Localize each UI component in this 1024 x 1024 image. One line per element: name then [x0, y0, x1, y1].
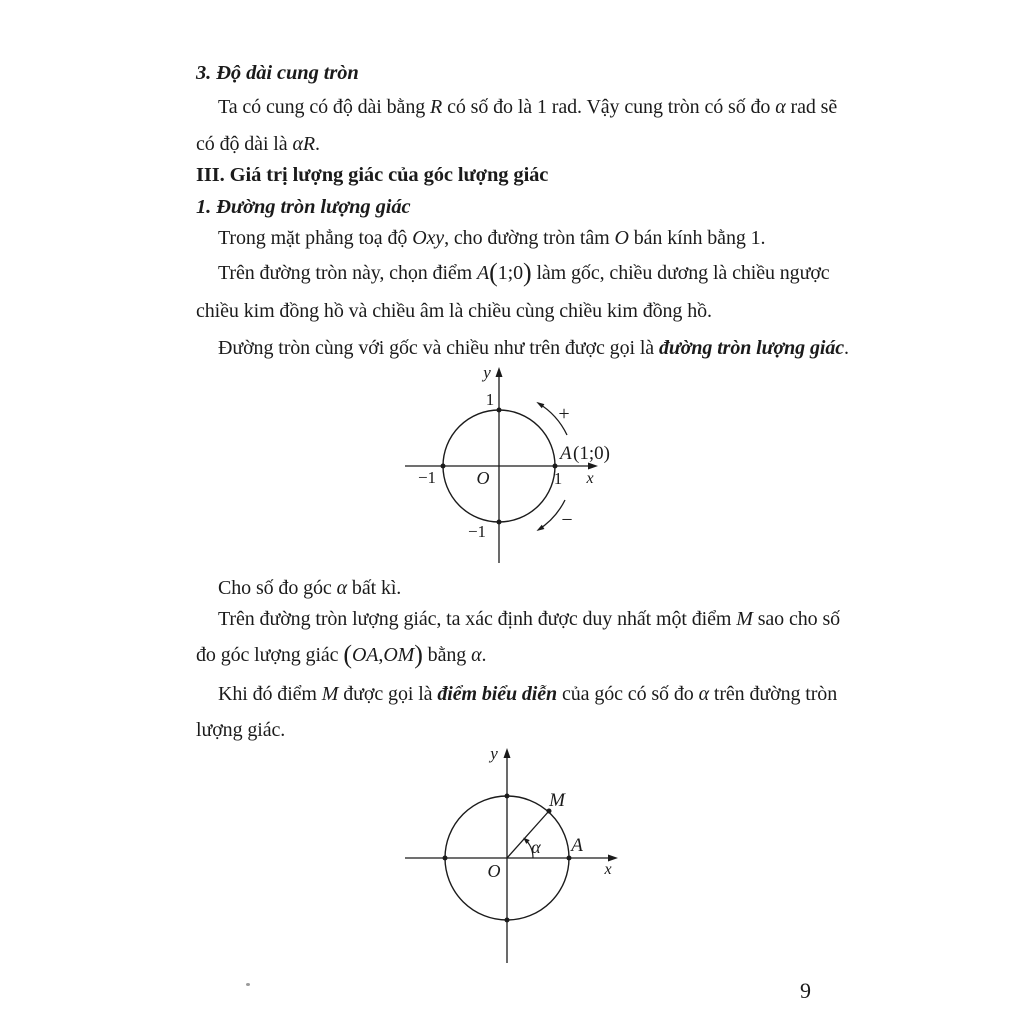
point-top-dot: [497, 408, 502, 413]
para-representation-line-2: lượng giác.: [196, 719, 286, 741]
point-a-dot: [553, 464, 558, 469]
y-axis-arrowhead-icon: [496, 367, 503, 377]
label-point-a: A: [571, 835, 583, 856]
para-m-line-1: Trên đường tròn lượng giác, ta xác định được duy nhất một điểm M sao cho số: [218, 608, 841, 630]
unit-circle-diagram-oriented: [395, 363, 625, 578]
para-named-circle: Đường tròn cùng với gốc và chiều như trên được gọi là đường tròn lượng giác.: [218, 337, 849, 359]
label-origin: O: [476, 468, 490, 488]
label-point-m: M: [549, 790, 565, 811]
para-m-line-2: đo góc lượng giác (OA,OM) bằng α.: [196, 640, 487, 669]
label-alpha: α: [531, 837, 541, 857]
label-plus-direction: +: [558, 403, 570, 425]
scan-speck: [246, 983, 250, 986]
label-y-axis: y: [483, 363, 491, 382]
heading-section-iii: III. Giá trị lượng giác của góc lượng giác: [196, 164, 549, 186]
point-top-dot: [505, 794, 510, 799]
para-plane: Trong mặt phẳng toạ độ Oxy, cho đường tròn tâm O bán kính bằng 1.: [218, 227, 766, 249]
para-representation-line-1: Khi đó điểm M được gọi là điểm biểu diễn của góc có số đo α trên đường tròn: [218, 683, 838, 705]
page-number: 9: [800, 978, 811, 1003]
para-origin-line-2: chiều kim đồng hồ và chiều âm là chiều cùng chiều kim đồng hồ.: [196, 300, 712, 322]
radius-om-line: [507, 811, 549, 858]
label-minus-one-bottom: −1: [467, 522, 487, 541]
label-y-axis: y: [490, 745, 498, 763]
unit-circle-diagram-point-m: [400, 745, 625, 985]
point-bottom-dot: [505, 918, 510, 923]
label-x-axis: x: [586, 470, 594, 487]
heading-arc-length: 3. Độ dài cung tròn: [196, 62, 359, 84]
unit-circle-svg-1: [395, 363, 625, 573]
point-bottom-dot: [497, 520, 502, 525]
y-axis-arrowhead-icon: [504, 748, 511, 758]
unit-circle-svg-2: [400, 745, 625, 980]
para-alpha: Cho số đo góc α bất kì.: [218, 577, 402, 599]
para-arc-line-2: có độ dài là αR.: [196, 133, 320, 155]
label-point-a: A: [560, 443, 572, 464]
label-minus-one-left: −1: [417, 468, 437, 487]
point-left-dot: [441, 464, 446, 469]
positive-arc-arrowhead-icon: [536, 402, 544, 408]
label-minus-direction: −: [561, 509, 573, 531]
label-origin: O: [487, 861, 501, 881]
heading-unit-circle: 1. Đường tròn lượng giác: [196, 196, 411, 218]
label-x-axis: x: [604, 861, 612, 878]
label-one-top: 1: [485, 390, 495, 409]
label-one-right: 1: [553, 469, 563, 488]
para-origin-line-1: Trên đường tròn này, chọn điểm A(1;0) làm gốc, chiều dương là chiều ngược: [218, 258, 830, 287]
point-left-dot: [443, 856, 448, 861]
label-point-a-coords: (1;0): [573, 443, 610, 464]
point-a-dot: [567, 856, 572, 861]
para-arc-line-1: Ta có cung có độ dài bằng R có số đo là 1 rad. Vậy cung tròn có số đo α rad sẽ: [218, 96, 838, 118]
